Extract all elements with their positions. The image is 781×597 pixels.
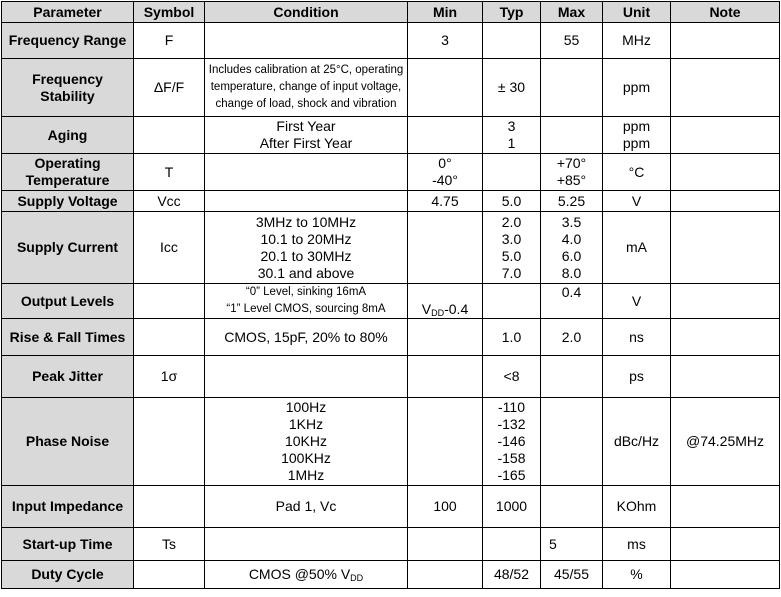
min-cell	[408, 398, 483, 486]
typ-cell	[483, 284, 541, 319]
typ-cell	[483, 154, 541, 191]
param-cell: Supply Voltage	[2, 191, 134, 212]
unit-cell: ms	[603, 528, 671, 561]
unit-cell: MHz	[603, 23, 671, 59]
condition-line: 10KHz	[284, 433, 328, 449]
note-cell	[671, 59, 780, 117]
symbol-cell: Icc	[134, 212, 205, 284]
condition-cell	[205, 284, 408, 319]
max-cell: 0.4	[541, 284, 603, 319]
min-cell	[408, 356, 483, 398]
symbol-cell	[134, 117, 205, 154]
min-cell	[408, 319, 483, 356]
typ-cell: 1000	[483, 486, 541, 528]
max-cell	[541, 356, 603, 398]
typ-cell	[483, 528, 541, 561]
typ-line: 5.0	[501, 247, 522, 264]
typ-cell	[483, 117, 541, 154]
row-duty-cycle	[2, 561, 780, 589]
min-cell	[408, 561, 483, 589]
condition-cell	[205, 154, 408, 191]
row-supply-current	[2, 212, 780, 284]
condition-line: 20.1 to 30MHz	[260, 247, 352, 264]
condition-cell	[205, 191, 408, 212]
min-value: -0.4	[444, 301, 469, 317]
condition-cell	[205, 23, 408, 59]
max-cell	[541, 212, 603, 284]
typ-line: 3.0	[501, 230, 522, 247]
symbol-cell: Ts	[134, 528, 205, 561]
unit-cell: KOhm	[603, 486, 671, 528]
condition-cell	[205, 398, 408, 486]
note-cell	[671, 356, 780, 398]
min-cell	[408, 284, 483, 319]
typ-line: -158	[497, 450, 526, 466]
max-cell: 2.0	[541, 319, 603, 356]
note-cell	[671, 528, 780, 561]
typ-line: 2.0	[501, 213, 522, 230]
condition-line: 30.1 and above	[257, 264, 355, 281]
condition-line: 1MHz	[287, 467, 325, 483]
param-cell: Supply Current	[2, 212, 134, 284]
param-cell: Phase Noise	[2, 398, 134, 486]
min-cell	[408, 528, 483, 561]
param-cell: Start-up Time	[2, 528, 134, 561]
condition-line: 1KHz	[288, 416, 324, 432]
row-rise-fall-times	[2, 319, 780, 356]
min-cell: 3	[408, 23, 483, 59]
symbol-cell	[134, 398, 205, 486]
max-cell: 5	[541, 528, 603, 561]
vdd-subscript: DD	[350, 573, 364, 583]
symbol-cell	[134, 284, 205, 319]
param-cell: Rise & Fall Times	[2, 319, 134, 356]
row-peak-jitter	[2, 356, 780, 398]
note-cell	[671, 319, 780, 356]
row-startup-time	[2, 528, 780, 561]
max-line: +70°	[556, 155, 587, 171]
condition-line: After First Year	[259, 135, 353, 151]
typ-cell	[483, 23, 541, 59]
param-cell: Output Levels	[2, 284, 134, 319]
row-output-levels	[2, 284, 780, 319]
max-cell: 55	[541, 23, 603, 59]
condition-line: 3MHz to 10MHz	[255, 213, 357, 230]
min-line: 0°	[438, 155, 452, 171]
symbol-cell: T	[134, 154, 205, 191]
row-aging	[2, 117, 780, 154]
note-cell	[671, 154, 780, 191]
condition-cell	[205, 528, 408, 561]
header-parameter: Parameter	[2, 2, 134, 23]
condition-cell	[205, 212, 408, 284]
min-cell	[408, 117, 483, 154]
note-cell	[671, 191, 780, 212]
typ-line: -132	[497, 416, 526, 432]
unit-cell	[603, 117, 671, 154]
vdd-symbol: V	[421, 301, 432, 317]
condition-text: CMOS @50% V	[248, 566, 351, 582]
unit-cell: %	[603, 561, 671, 589]
header-symbol: Symbol	[134, 2, 205, 23]
unit-cell: dBc/Hz	[603, 398, 671, 486]
row-input-impedance	[2, 486, 780, 528]
symbol-cell	[134, 486, 205, 528]
symbol-cell: ΔF/F	[134, 59, 205, 117]
note-cell: @74.25MHz	[671, 398, 780, 486]
note-cell	[671, 486, 780, 528]
unit-cell: V	[603, 284, 671, 319]
typ-cell: 5.0	[483, 191, 541, 212]
condition-line: “0” Level, sinking 16mA	[245, 286, 367, 298]
symbol-cell: F	[134, 23, 205, 59]
typ-cell	[483, 212, 541, 284]
symbol-cell	[134, 561, 205, 589]
condition-cell: Pad 1, Vc	[205, 486, 408, 528]
typ-line: 3	[507, 118, 516, 134]
typ-cell: <8	[483, 356, 541, 398]
condition-line: 100KHz	[281, 450, 331, 466]
unit-cell: mA	[603, 212, 671, 284]
typ-line: -165	[497, 467, 526, 483]
condition-cell: CMOS, 15pF, 20% to 80%	[205, 319, 408, 356]
header-row	[2, 2, 780, 23]
header-typ: Typ	[483, 2, 541, 23]
max-cell: 45/55	[541, 561, 603, 589]
symbol-cell	[134, 319, 205, 356]
max-cell: 5.25	[541, 191, 603, 212]
unit-cell: ppm	[603, 59, 671, 117]
note-cell	[671, 561, 780, 589]
condition-line: “1” Level CMOS, sourcing 8mA	[226, 303, 386, 315]
typ-cell: 1.0	[483, 319, 541, 356]
param-cell: Operating Temperature	[2, 154, 134, 191]
max-cell	[541, 117, 603, 154]
row-frequency-stability	[2, 59, 780, 117]
typ-line: -146	[497, 433, 526, 449]
header-max: Max	[541, 2, 603, 23]
max-line: 4.0	[561, 230, 582, 247]
note-cell	[671, 117, 780, 154]
min-cell: 4.75	[408, 191, 483, 212]
min-cell: 100	[408, 486, 483, 528]
condition-cell: Includes calibration at 25°C, operating temperature, change of input voltage, change of load, shock and vibration	[205, 59, 408, 117]
condition-cell	[205, 356, 408, 398]
header-note: Note	[671, 2, 780, 23]
typ-line: 7.0	[501, 264, 522, 281]
max-cell	[541, 486, 603, 528]
param-cell: Frequency Range	[2, 23, 134, 59]
typ-cell: ± 30	[483, 59, 541, 117]
max-line: 8.0	[561, 264, 582, 281]
header-min: Min	[408, 2, 483, 23]
unit-cell: ps	[603, 356, 671, 398]
spec-table	[1, 1, 780, 589]
condition-line: 10.1 to 20MHz	[260, 230, 352, 247]
row-phase-noise	[2, 398, 780, 486]
max-line: +85°	[556, 172, 587, 188]
min-cell	[408, 212, 483, 284]
max-cell	[541, 154, 603, 191]
typ-line: -110	[498, 399, 525, 415]
header-condition: Condition	[205, 2, 408, 23]
typ-line: 1	[507, 135, 516, 151]
param-cell: Duty Cycle	[2, 561, 134, 589]
typ-cell	[483, 398, 541, 486]
param-cell: Peak Jitter	[2, 356, 134, 398]
min-cell	[408, 59, 483, 117]
note-cell	[671, 23, 780, 59]
vdd-subscript: DD	[431, 308, 445, 318]
unit-cell: ns	[603, 319, 671, 356]
condition-cell	[205, 561, 408, 589]
header-unit: Unit	[603, 2, 671, 23]
note-cell	[671, 212, 780, 284]
unit-cell: °C	[603, 154, 671, 191]
max-line: 6.0	[561, 247, 582, 264]
condition-line: First Year	[276, 118, 336, 134]
condition-line: 100Hz	[285, 399, 327, 415]
row-frequency-range	[2, 23, 780, 59]
max-line: 3.5	[561, 213, 582, 230]
row-supply-voltage	[2, 191, 780, 212]
note-cell	[671, 284, 780, 319]
param-cell: Input Impedance	[2, 486, 134, 528]
unit-line: ppm	[622, 118, 651, 134]
unit-cell: V	[603, 191, 671, 212]
param-cell: Frequency Stability	[2, 59, 134, 117]
row-operating-temperature	[2, 154, 780, 191]
symbol-cell: Vcc	[134, 191, 205, 212]
typ-cell: 48/52	[483, 561, 541, 589]
condition-cell	[205, 117, 408, 154]
symbol-cell: 1σ	[134, 356, 205, 398]
max-cell	[541, 398, 603, 486]
max-cell	[541, 59, 603, 117]
param-cell: Aging	[2, 117, 134, 154]
unit-line: ppm	[622, 135, 651, 151]
min-line: -40°	[432, 172, 458, 188]
min-cell	[408, 154, 483, 191]
